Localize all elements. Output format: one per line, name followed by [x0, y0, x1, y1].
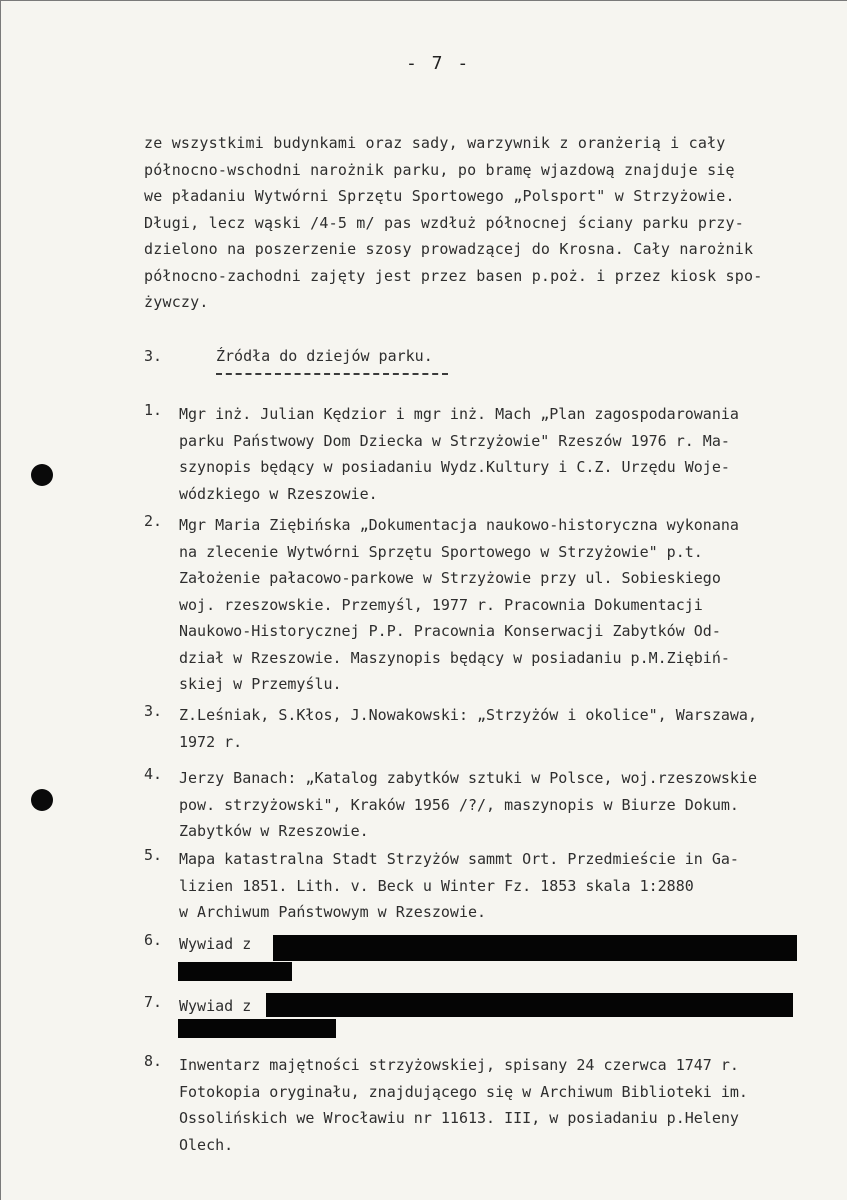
text-line: żywczy. — [144, 293, 209, 311]
redaction-bar — [266, 993, 793, 1017]
text-line: Mgr inż. Julian Kędzior i mgr inż. Mach „Plan zagospodarowania — [179, 405, 739, 423]
text-line: dzielono na poszerzenie szosy prowadzącej do Krosna. Cały narożnik — [144, 240, 754, 258]
entry-number: 1. — [144, 401, 163, 419]
text-line: 1972 r. — [179, 732, 243, 751]
section-underline — [216, 373, 448, 375]
redaction-bar — [178, 1019, 336, 1038]
redaction-bar — [178, 962, 292, 981]
entry-number: 5. — [144, 846, 163, 864]
section-title: Źródła do dziejów parku. — [216, 347, 433, 365]
text-line: w Archiwum Państwowym w Rzeszowie. — [179, 903, 487, 921]
text-line: Długi, lecz wąski /4-5 m/ pas wzdłuż północnej ściany parku przy- — [144, 213, 744, 232]
text-line: Zabytków w Rzeszowie. — [179, 822, 369, 840]
text-line: Ossolińskich we Wrocławiu nr 11613. III, w posiadaniu p.Heleny — [179, 1109, 739, 1127]
text-line: Z.Leśniak, S.Kłos, J.Nowakowski: „Strzyżów i okolice", Warszawa, — [179, 706, 757, 724]
text-line: Wywiad z — [179, 935, 252, 953]
entry-text — [179, 1052, 839, 1158]
redaction-bar — [273, 935, 797, 961]
text-line: lizien 1851. Lith. v. Beck u Winter Fz. 1853 skala 1:2880 — [179, 876, 694, 895]
text-line: skiej w Przemyślu. — [179, 675, 342, 693]
entry-text — [179, 702, 839, 755]
intro-paragraph — [144, 130, 834, 316]
page-number: - 7 - — [406, 53, 471, 74]
text-line: szynopis będący w posiadaniu Wydz.Kultury i C.Z. Urzędu Woje- — [179, 458, 730, 476]
text-line: Naukowo-Historycznej P.P. Pracownia Konserwacji Zabytków Od- — [179, 622, 721, 640]
text-line: Olech. — [179, 1135, 234, 1154]
punch-hole — [31, 789, 53, 811]
text-line: Jerzy Banach: „Katalog zabytków sztuki w Polsce, woj.rzeszowskie — [179, 769, 757, 787]
text-line: dział w Rzeszowie. Maszynopis będący w posiadaniu p.M.Ziębiń- — [179, 648, 730, 667]
entry-text — [179, 512, 839, 698]
text-line: Założenie pałacowo-parkowe w Strzyżowie przy ul. Sobieskiego — [179, 569, 721, 587]
text-line: wódzkiego w Rzeszowie. — [179, 484, 378, 503]
entry-number: 3. — [144, 702, 163, 720]
text-line: parku Państwowy Dom Dziecka w Strzyżowie" Rzeszów 1976 r. Ma- — [179, 431, 730, 450]
text-line: ze wszystkimi budynkami oraz sady, warzywnik z oranżerią i cały — [144, 134, 726, 152]
text-line: woj. rzeszowskie. Przemyśl, 1977 r. Pracownia Dokumentacji — [179, 595, 703, 614]
text-line: Mapa katastralna Stadt Strzyżów sammt Ort. Przedmieście in Ga- — [179, 850, 739, 868]
text-line: pow. strzyżowski", Kraków 1956 /?/, maszynopis w Biurze Dokum. — [179, 795, 739, 814]
text-line: Fotokopia oryginału, znajdującego się w Archiwum Biblioteki im. — [179, 1082, 748, 1101]
entry-number: 6. — [144, 931, 163, 949]
entry-number: 8. — [144, 1052, 163, 1070]
entry-number: 4. — [144, 765, 163, 783]
text-line: we pładaniu Wytwórni Sprzętu Sportowego „Polsport" w Strzyżowie. — [144, 187, 735, 205]
text-line: Inwentarz majętności strzyżowskiej, spisany 24 czerwca 1747 r. — [179, 1056, 739, 1074]
text-line: na zlecenie Wytwórni Sprzętu Sportowego w Strzyżowie" p.t. — [179, 542, 703, 561]
entry-text — [179, 401, 839, 507]
entry-number: 2. — [144, 512, 163, 530]
text-line: północno-zachodni zajęty jest przez basen p.poż. i przez kiosk spo- — [144, 266, 763, 285]
entry-text — [179, 765, 839, 845]
entry-text — [179, 846, 839, 926]
text-line: Mgr Maria Ziębińska „Dokumentacja naukowo-historyczna wykonana — [179, 516, 739, 534]
entry-number: 7. — [144, 993, 163, 1011]
text-line: Wywiad z — [179, 997, 252, 1015]
text-line: północno-wschodni narożnik parku, po bramę wjazdową znajduje się — [144, 160, 735, 179]
punch-hole — [31, 464, 53, 486]
section-number: 3. — [144, 347, 163, 365]
